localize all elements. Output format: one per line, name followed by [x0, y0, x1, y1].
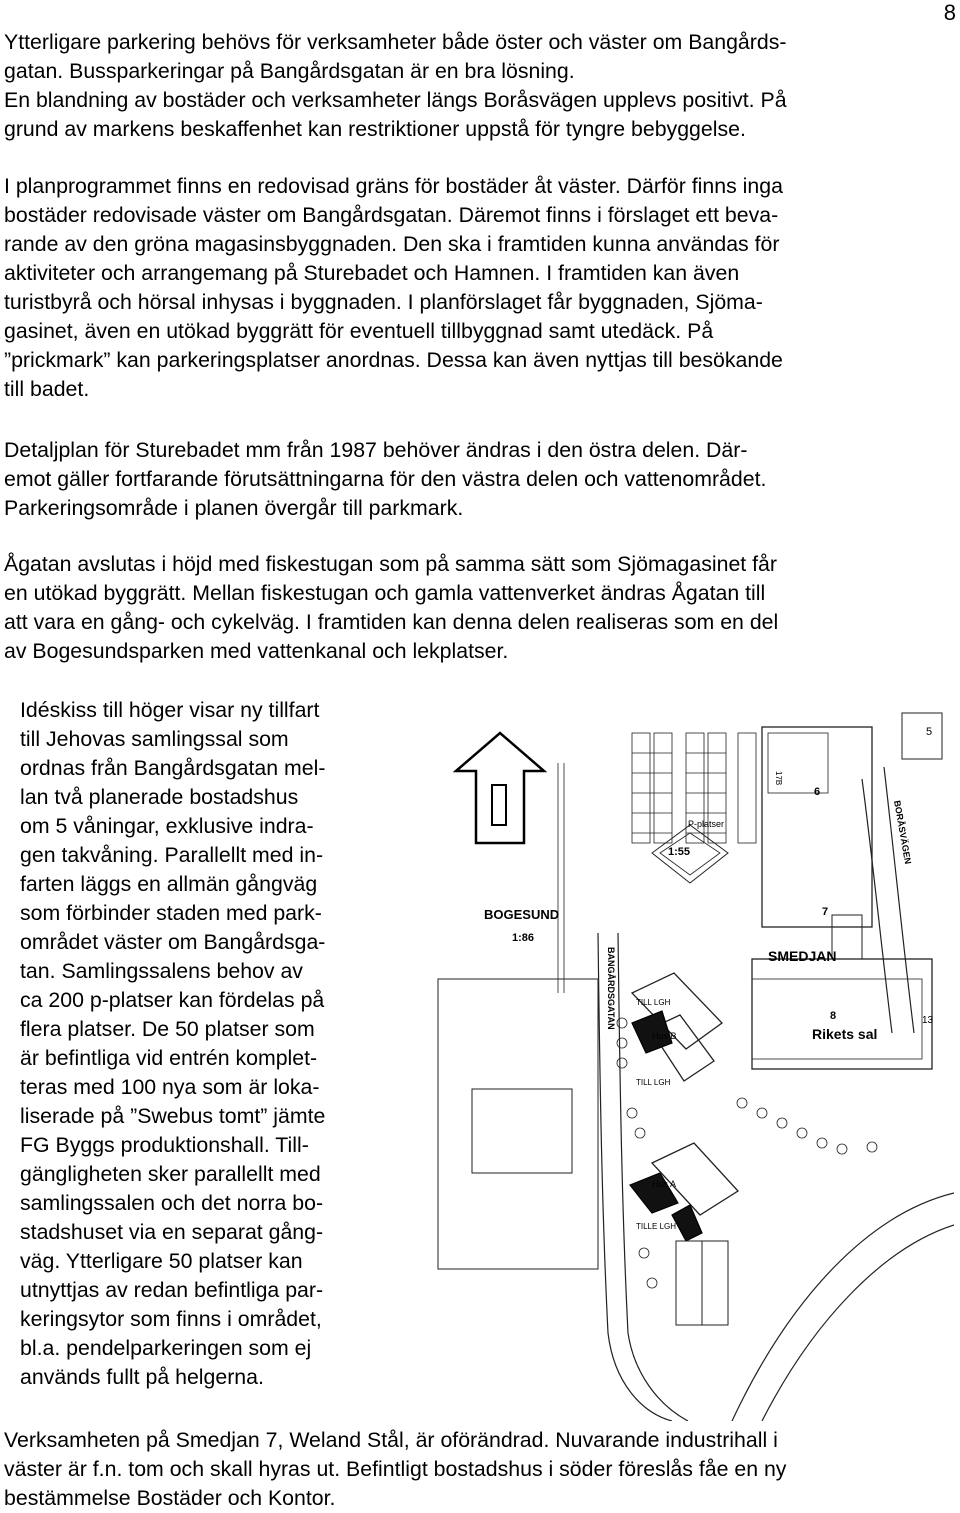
text-line: ordnas från Bangårdsgatan mel- — [20, 756, 326, 780]
text-line: till badet. — [4, 377, 90, 401]
text-line: samlingssalen och det norra bo- — [20, 1191, 324, 1215]
text-line: Ytterligare parkering behövs för verksamheter både öster och väster om Bangårds- — [4, 30, 787, 54]
text-line: används fullt på helgerna. — [20, 1365, 264, 1389]
text-line: att vara en gång- och cykelväg. I framtiden kan denna delen realiseras som en del — [4, 610, 779, 634]
label-bogesund: BOGESUND — [484, 907, 560, 922]
text-line: flera platser. De 50 platser som — [20, 1017, 315, 1041]
site-plan-svg — [432, 693, 954, 1421]
label-num-17b: 17B — [774, 771, 783, 786]
label-p-platser: P-platser — [688, 819, 725, 829]
text-line: keringsytor som finns i området, — [20, 1307, 322, 1331]
text-line: området väster om Bangårdsga- — [20, 930, 326, 954]
text-line: gasinet, även en utökad byggrätt för eventuell tillbyggnad samt utedäck. På — [4, 319, 714, 343]
label-rikets-sal: Rikets sal — [812, 1026, 878, 1042]
label-num-6: 6 — [814, 786, 821, 798]
text-line: väg. Ytterligare 50 platser kan — [20, 1249, 303, 1273]
text-line: till Jehovas samlingssal som — [20, 727, 289, 751]
text-line: tan. Samlingssalens behov av — [20, 959, 303, 983]
label-num-7: 7 — [822, 906, 829, 918]
label-num-8: 8 — [830, 1010, 837, 1022]
text-line: gängligheten sker parallellt med — [20, 1162, 321, 1186]
text-line: turistbyrå och hörsal inhysas i byggnaden. I planförslaget får byggnaden, Sjöma- — [4, 290, 763, 314]
text-line: farten läggs en allmän gångväg — [20, 872, 318, 896]
text-line: gen takvåning. Parallellt med in- — [20, 843, 324, 867]
text-line: är befintliga vid entrén komplet- — [20, 1046, 318, 1070]
text-line: Parkeringsområde i planen övergår till parkmark. — [4, 496, 464, 520]
text-line: En blandning av bostäder och verksamheter längs Boråsvägen upplevs positivt. På — [4, 88, 787, 112]
text-line: bl.a. pendelparkeringen som ej — [20, 1336, 312, 1360]
text-line: om 5 våningar, exklusive indra- — [20, 814, 314, 838]
page-number: 8 — [943, 0, 956, 25]
text-line: FG Byggs produktionshall. Till- — [20, 1133, 309, 1157]
text-line: Verksamheten på Smedjan 7, Weland Stål, är oförändrad. Nuvarande industrihall i — [4, 1428, 778, 1452]
label-bangardsgatan: BANGÅRDSGATAN — [606, 947, 616, 1030]
site-plan-sketch — [432, 693, 954, 1421]
label-borasvagen: BORÅSVÄGEN — [892, 799, 914, 865]
text-line: av Bogesundsparken med vattenkanal och lekplatser. — [4, 639, 509, 663]
label-hus-a: Hus A — [652, 1179, 677, 1189]
label-num-5: 5 — [926, 726, 933, 738]
label-tille-lgh-3: TILLE LGH — [636, 1222, 677, 1231]
text-line: liserade på ”Swebus tomt” jämte — [20, 1104, 326, 1128]
paragraph-1 — [4, 28, 932, 144]
text-line: lan två planerade bostadshus — [20, 785, 299, 809]
text-line: grund av markens beskaffenhet kan restriktioner uppstå för tyngre bebyggelse. — [4, 117, 746, 141]
text-line: en utökad byggrätt. Mellan fiskestugan och gamla vattenverket ändras Ågatan till — [4, 581, 766, 605]
paragraph-5 — [4, 1426, 932, 1513]
paragraph-4 — [4, 550, 932, 666]
text-line: emot gäller fortfarande förutsättningarna för den västra delen och vattenområdet. — [4, 467, 767, 491]
text-line: bestämmelse Bostäder och Kontor. — [4, 1486, 336, 1510]
text-line: Detaljplan för Sturebadet mm från 1987 behöver ändras i den östra delen. Där- — [4, 438, 748, 462]
text-line: utnyttjas av redan befintliga par- — [20, 1278, 324, 1302]
text-line: ca 200 p-platser kan fördelas på — [20, 988, 325, 1012]
label-num-13: 13 — [922, 1015, 934, 1026]
sidebar-text — [20, 696, 388, 1392]
label-smedjan: SMEDJAN — [768, 948, 837, 964]
north-arrow-icon — [456, 733, 544, 843]
text-line: Ågatan avslutas i höjd med fiskestugan som på samma sätt som Sjömagasinet får — [4, 552, 777, 576]
paragraph-3 — [4, 436, 932, 523]
text-line: som förbinder staden med park- — [20, 901, 322, 925]
text-line: I planprogrammet finns en redovisad gräns för bostäder åt väster. Därför finns inga — [4, 174, 783, 198]
text-line: aktiviteter och arrangemang på Sturebadet och Hamnen. I framtiden kan även — [4, 261, 740, 285]
paragraph-2 — [4, 172, 932, 404]
text-line: väster är f.n. tom och skall hyras ut. Befintligt bostadshus i söder föreslås fåe en ny — [4, 1457, 787, 1481]
text-line: ”prickmark” kan parkeringsplatser anordnas. Dessa kan även nyttjas till besökande — [4, 348, 783, 372]
label-tille-lgh-2: TILL LGH — [636, 1078, 671, 1087]
label-hus-b: Hus B — [652, 1031, 677, 1041]
label-tille-lgh-1: TILL LGH — [636, 998, 671, 1007]
text-line: stadshuset via en separat gång- — [20, 1220, 324, 1244]
text-line: bostäder redovisade väster om Bangårdsgatan. Däremot finns i förslaget ett beva- — [4, 203, 779, 227]
text-line: rande av den gröna magasinsbyggnaden. Den ska i framtiden kunna användas för — [4, 232, 780, 256]
text-line: teras med 100 nya som är loka- — [20, 1075, 320, 1099]
label-bogesund-num: 1:86 — [512, 932, 535, 944]
text-line: gatan. Bussparkeringar på Bangårdsgatan är en bra lösning. — [4, 59, 575, 83]
text-line: Idéskiss till höger visar ny tillfart — [20, 698, 320, 722]
label-parcel-155: 1:55 — [668, 846, 691, 858]
